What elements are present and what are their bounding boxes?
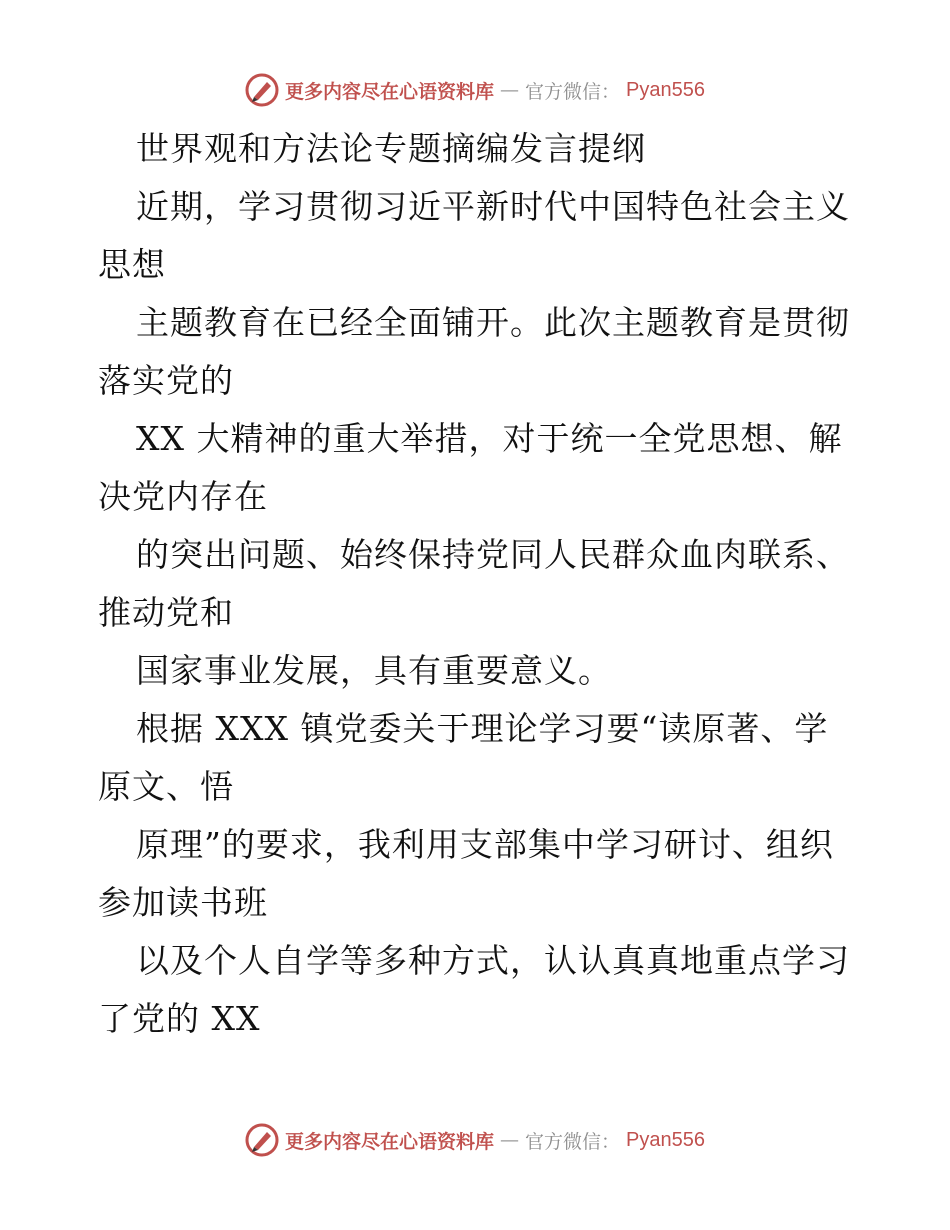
header-contact-label: 官方微信： <box>525 80 621 103</box>
paragraph-line: 以及个人自学等多种方式，认认真真地重点学习 <box>136 941 850 980</box>
header-contact-id: Pyan556 <box>626 78 705 101</box>
paragraph-line: 主题教育在已经全面铺开。此次主题教育是贯彻 <box>136 303 850 342</box>
footer-separator: — <box>500 1129 520 1151</box>
paragraph-line: 了党的 XX <box>98 999 261 1038</box>
document-title: 世界观和方法论专题摘编发言提纲 <box>136 129 646 168</box>
footer-site-name: 更多内容尽在心语资料库 <box>285 1130 495 1153</box>
paragraph-line: 的突出问题、始终保持党同人民群众血肉联系、 <box>136 535 850 574</box>
header-site-name: 更多内容尽在心语资料库 <box>285 80 495 103</box>
footer-banner <box>0 1120 950 1160</box>
pen-logo-icon <box>245 1123 279 1157</box>
pen-logo-icon <box>245 73 279 107</box>
paragraph-line: 国家事业发展，具有重要意义。 <box>136 651 612 690</box>
paragraph-line: 根据 XXX 镇党委关于理论学习要“读原著、学 <box>136 709 829 748</box>
paragraph-line: XX 大精神的重大举措，对于统一全党思想、解 <box>136 419 843 458</box>
document-body <box>98 120 858 1048</box>
paragraph-line: 决党内存在 <box>98 477 268 516</box>
paragraph-line: 推动党和 <box>98 593 234 632</box>
paragraph-line: 落实党的 <box>98 361 234 400</box>
paragraph-line: 原理”的要求，我利用支部集中学习研讨、组织 <box>136 825 834 864</box>
paragraph-line: 原文、悟 <box>98 767 234 806</box>
header-separator: — <box>500 79 520 101</box>
footer-contact-id: Pyan556 <box>626 1128 705 1151</box>
footer-contact-label: 官方微信： <box>525 1130 621 1153</box>
paragraph-line: 参加读书班 <box>98 883 268 922</box>
paragraph-line: 近期，学习贯彻习近平新时代中国特色社会主义 <box>136 187 850 226</box>
header-banner <box>0 70 950 110</box>
paragraph-line: 思想 <box>98 245 166 284</box>
